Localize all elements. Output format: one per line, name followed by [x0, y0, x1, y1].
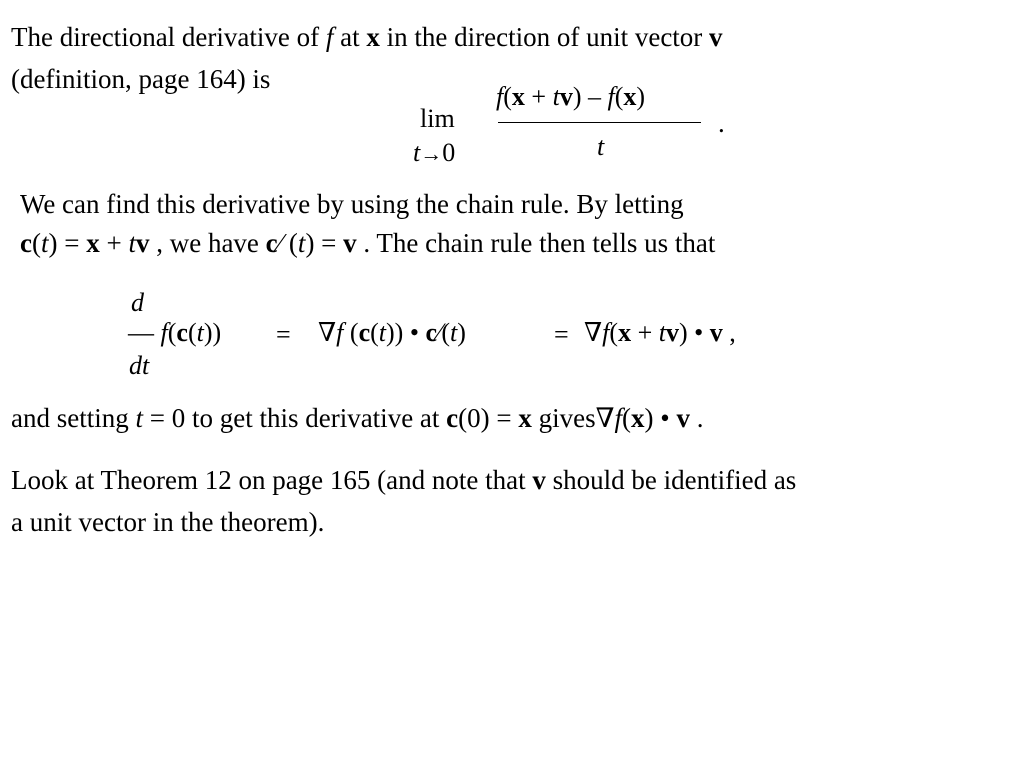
equals-1: = — [276, 320, 291, 349]
symbol-v: v — [709, 22, 723, 52]
symbol-c: c — [20, 228, 32, 258]
paren: ( — [622, 403, 631, 433]
num-f: f — [496, 82, 504, 111]
equals: ) = — [48, 228, 87, 258]
intro-text-a: The directional derivative of — [11, 22, 326, 52]
period: . — [689, 403, 704, 433]
symbol-t: t — [40, 228, 49, 258]
paren: ( — [343, 318, 359, 347]
symbol-t: t — [450, 318, 458, 347]
deriv-d: d — [131, 288, 144, 317]
paren: ( — [370, 318, 379, 347]
intro-line-1 — [11, 24, 723, 51]
paren: ( — [282, 228, 298, 258]
symbol-v: v — [532, 465, 546, 495]
equals: ) = — [305, 228, 344, 258]
paren: ( — [187, 318, 197, 347]
nabla-icon: ∇ — [318, 318, 337, 347]
num-x2: x — [623, 82, 637, 111]
setting-t-line — [11, 405, 703, 432]
chain-intro-line-1: We can find this derivative by using the chain rule. By letting — [20, 189, 684, 219]
symbol-c: c — [265, 228, 278, 258]
paren: ( — [167, 318, 177, 347]
symbol-c: c — [425, 318, 437, 347]
lim-operator: lim — [420, 104, 455, 133]
symbol-v: v — [135, 228, 150, 258]
paren: ) — [457, 318, 466, 347]
intro-text-b: at — [333, 22, 367, 52]
text-and-setting: and setting — [11, 403, 136, 433]
plus: + — [631, 318, 659, 347]
nabla-icon: ∇ — [584, 318, 603, 347]
dot-product: ) • — [678, 318, 710, 347]
symbol-f: f — [325, 22, 334, 52]
equals-2: = — [554, 320, 569, 349]
sub-t: t — [413, 138, 421, 167]
intro-text-c: in the direction of unit vector — [379, 22, 710, 52]
symbol-f: f — [336, 318, 344, 347]
symbol-c: c — [446, 403, 459, 433]
arrow-icon: → — [420, 141, 443, 166]
symbol-v: v — [343, 228, 357, 258]
text-c0-equals: (0) = — [458, 403, 519, 433]
text-identified-as: should be identified as — [545, 465, 797, 495]
theorem-line-1 — [11, 467, 796, 494]
prime-mark: ⁄ — [277, 228, 283, 258]
symbol-x: x — [86, 228, 100, 258]
limit-numerator — [496, 84, 645, 110]
num-t: t — [552, 82, 560, 111]
symbol-x: x — [366, 22, 380, 52]
num-v: v — [559, 82, 573, 111]
sub-zero: 0 — [442, 138, 456, 167]
symbol-x: x — [631, 403, 645, 433]
symbol-t: t — [297, 228, 306, 258]
nabla-icon: ∇ — [595, 403, 615, 433]
symbol-t: t — [196, 318, 204, 347]
paren: ( — [441, 318, 450, 347]
intro-line-2: (definition, page 164) is — [11, 64, 271, 94]
text-gives: gives — [531, 403, 596, 433]
dot-product: ) • — [644, 403, 677, 433]
plus: + — [99, 228, 129, 258]
chain-intro-line-2 — [20, 230, 715, 257]
symbol-v: v — [709, 318, 723, 347]
num-minus: ) – — [572, 82, 608, 111]
fraction-bar — [498, 122, 701, 123]
paren: ( — [609, 318, 619, 347]
paren: ( — [31, 228, 41, 258]
deriv-lhs — [128, 320, 221, 346]
symbol-x: x — [518, 403, 532, 433]
theorem-line-2: a unit vector in the theorem). — [11, 507, 325, 537]
symbol-c: c — [358, 318, 371, 347]
symbol-v: v — [676, 403, 690, 433]
symbol-v: v — [665, 318, 679, 347]
text-get-derivative: = 0 to get this derivative at — [143, 403, 447, 433]
paren: )) — [203, 318, 222, 347]
symbol-t: t — [658, 318, 666, 347]
num-f2: f — [607, 82, 615, 111]
num-paren3: ) — [636, 82, 646, 111]
text-chain-rule: . The chain rule then tells us that — [356, 228, 716, 258]
symbol-f: f — [160, 318, 168, 347]
num-x: x — [511, 82, 525, 111]
num-plus: + — [524, 82, 553, 111]
lim-subscript — [413, 140, 455, 166]
deriv-bar: — — [128, 318, 154, 347]
comma: , — [722, 318, 736, 347]
symbol-f: f — [614, 403, 622, 433]
middle-expression — [318, 320, 466, 346]
text-we-have: , we have — [149, 228, 266, 258]
deriv-dt: dt — [129, 351, 150, 380]
symbol-x: x — [618, 318, 632, 347]
prime-mark: ⁄ — [436, 318, 442, 347]
num-paren: ( — [503, 82, 512, 111]
dot-product: )) • — [386, 318, 426, 347]
right-expression — [584, 320, 736, 346]
limit-period: . — [718, 108, 725, 138]
symbol-c: c — [176, 318, 188, 347]
num-paren2: ( — [614, 82, 624, 111]
text-look-at-theorem: Look at Theorem 12 on page 165 (and note that — [11, 465, 533, 495]
symbol-f: f — [602, 318, 610, 347]
symbol-t: t — [378, 318, 387, 347]
symbol-t: t — [135, 403, 143, 433]
symbol-t: t — [128, 228, 136, 258]
limit-denominator: t — [597, 132, 605, 161]
